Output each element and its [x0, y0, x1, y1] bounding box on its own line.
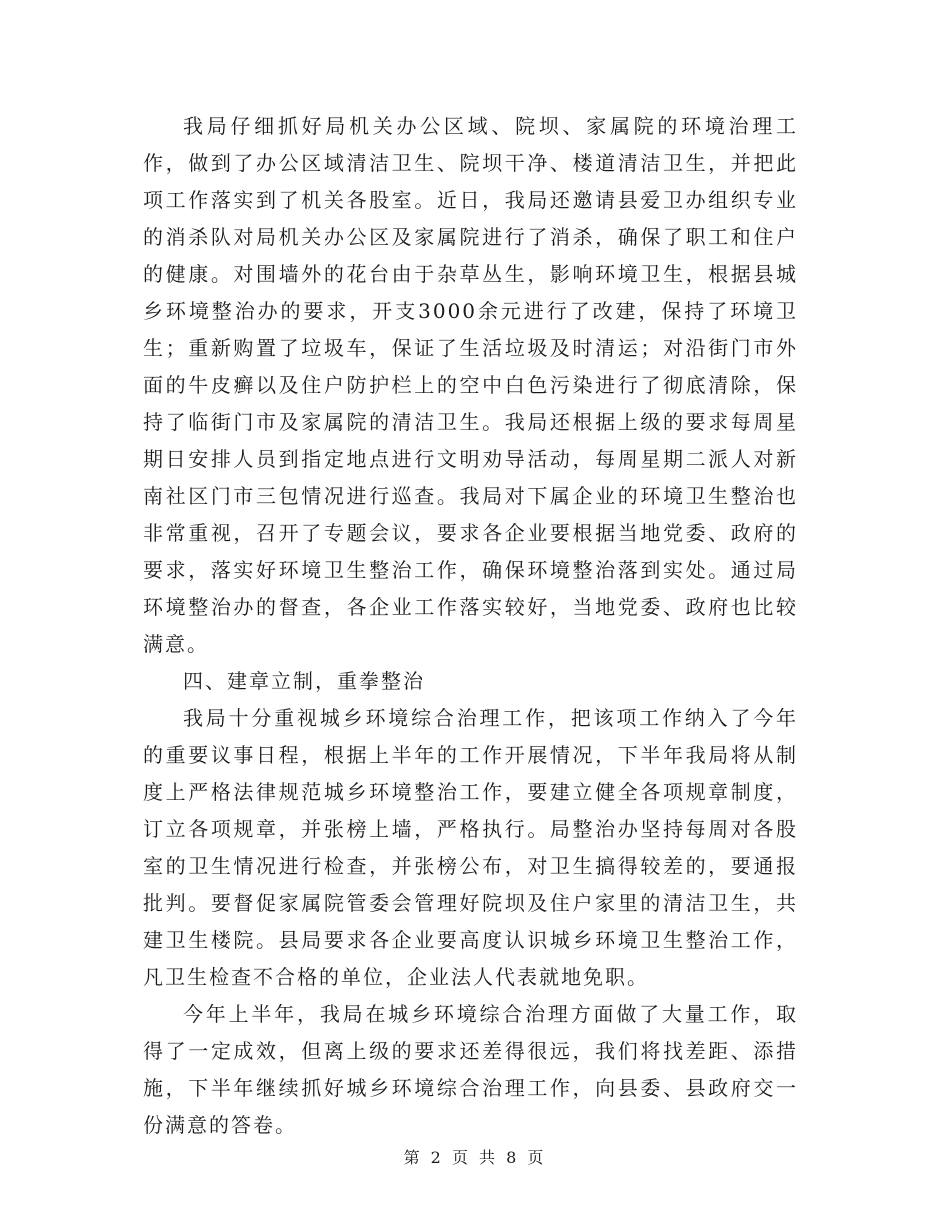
paragraph-summary: 今年上半年，我局在城乡环境综合治理方面做了大量工作，取得了一定成效，但离上级的要求还差得很远，我们将找差距、添措施，下半年继续抓好城乡环境综合治理工作，向县委、县政府交一份满意的答卷。 — [143, 1002, 798, 1137]
document-body — [143, 108, 798, 1144]
paragraph-environment-work: 我局仔细抓好局机关办公区域、院坝、家属院的环境治理工作，做到了办公区域清洁卫生、院坝干净、楼道清洁卫生，并把此项工作落实到了机关各股室。近日，我局还邀请县爱卫办组织专业的消杀队对局机关办公区及家属院进行了消杀，确保了职工和住户的健康。对围墙外的花台由于杂草丛生，影响环境卫生，根据县城乡环境整治办的要求，开支3000余元进行了改建，保持了环境卫生；重新购置了垃圾车，保证了生活垃圾及时清运；对沿街门市外面的牛皮癣以及住户防护栏上的空中白色污染进行了彻底清除，保持了临街门市及家属院的清洁卫生。我局还根据上级的要求每周星期日安排人员到指定地点进行文明劝导活动，每周星期二派人对新南社区门市三包情况进行巡查。我局对下属企业的环境卫生整治也非常重视，召开了专题会议，要求各企业要根据当地党委、政府的要求，落实好环境卫生整治工作，确保环境整治落到实处。通过局环境整治办的督查，各企业工作落实较好，当地党委、政府也比较满意。 — [143, 114, 798, 656]
section-heading: 四、建章立制，重拳整治 — [183, 669, 425, 693]
paragraph-regulations: 我局十分重视城乡环境综合治理工作，把该项工作纳入了今年的重要议事日程，根据上半年的工作开展情况，下半年我局将从制度上严格法律规范城乡环境整治工作，要建立健全各项规章制度，订立各项规章，并张榜上墙，严格执行。局整治办坚持每周对各股室的卫生情况进行检查，并张榜公布，对卫生搞得较差的，要通报批判。要督促家属院管委会管理好院坝及住户家里的清洁卫生，共建卫生楼院。县局要求各企业要高度认识城乡环境卫生整治工作，凡卫生检查不合格的单位，企业法人代表就地免职。 — [143, 706, 798, 989]
page-number-footer: 第 2 页 共 8 页 — [403, 1148, 547, 1167]
